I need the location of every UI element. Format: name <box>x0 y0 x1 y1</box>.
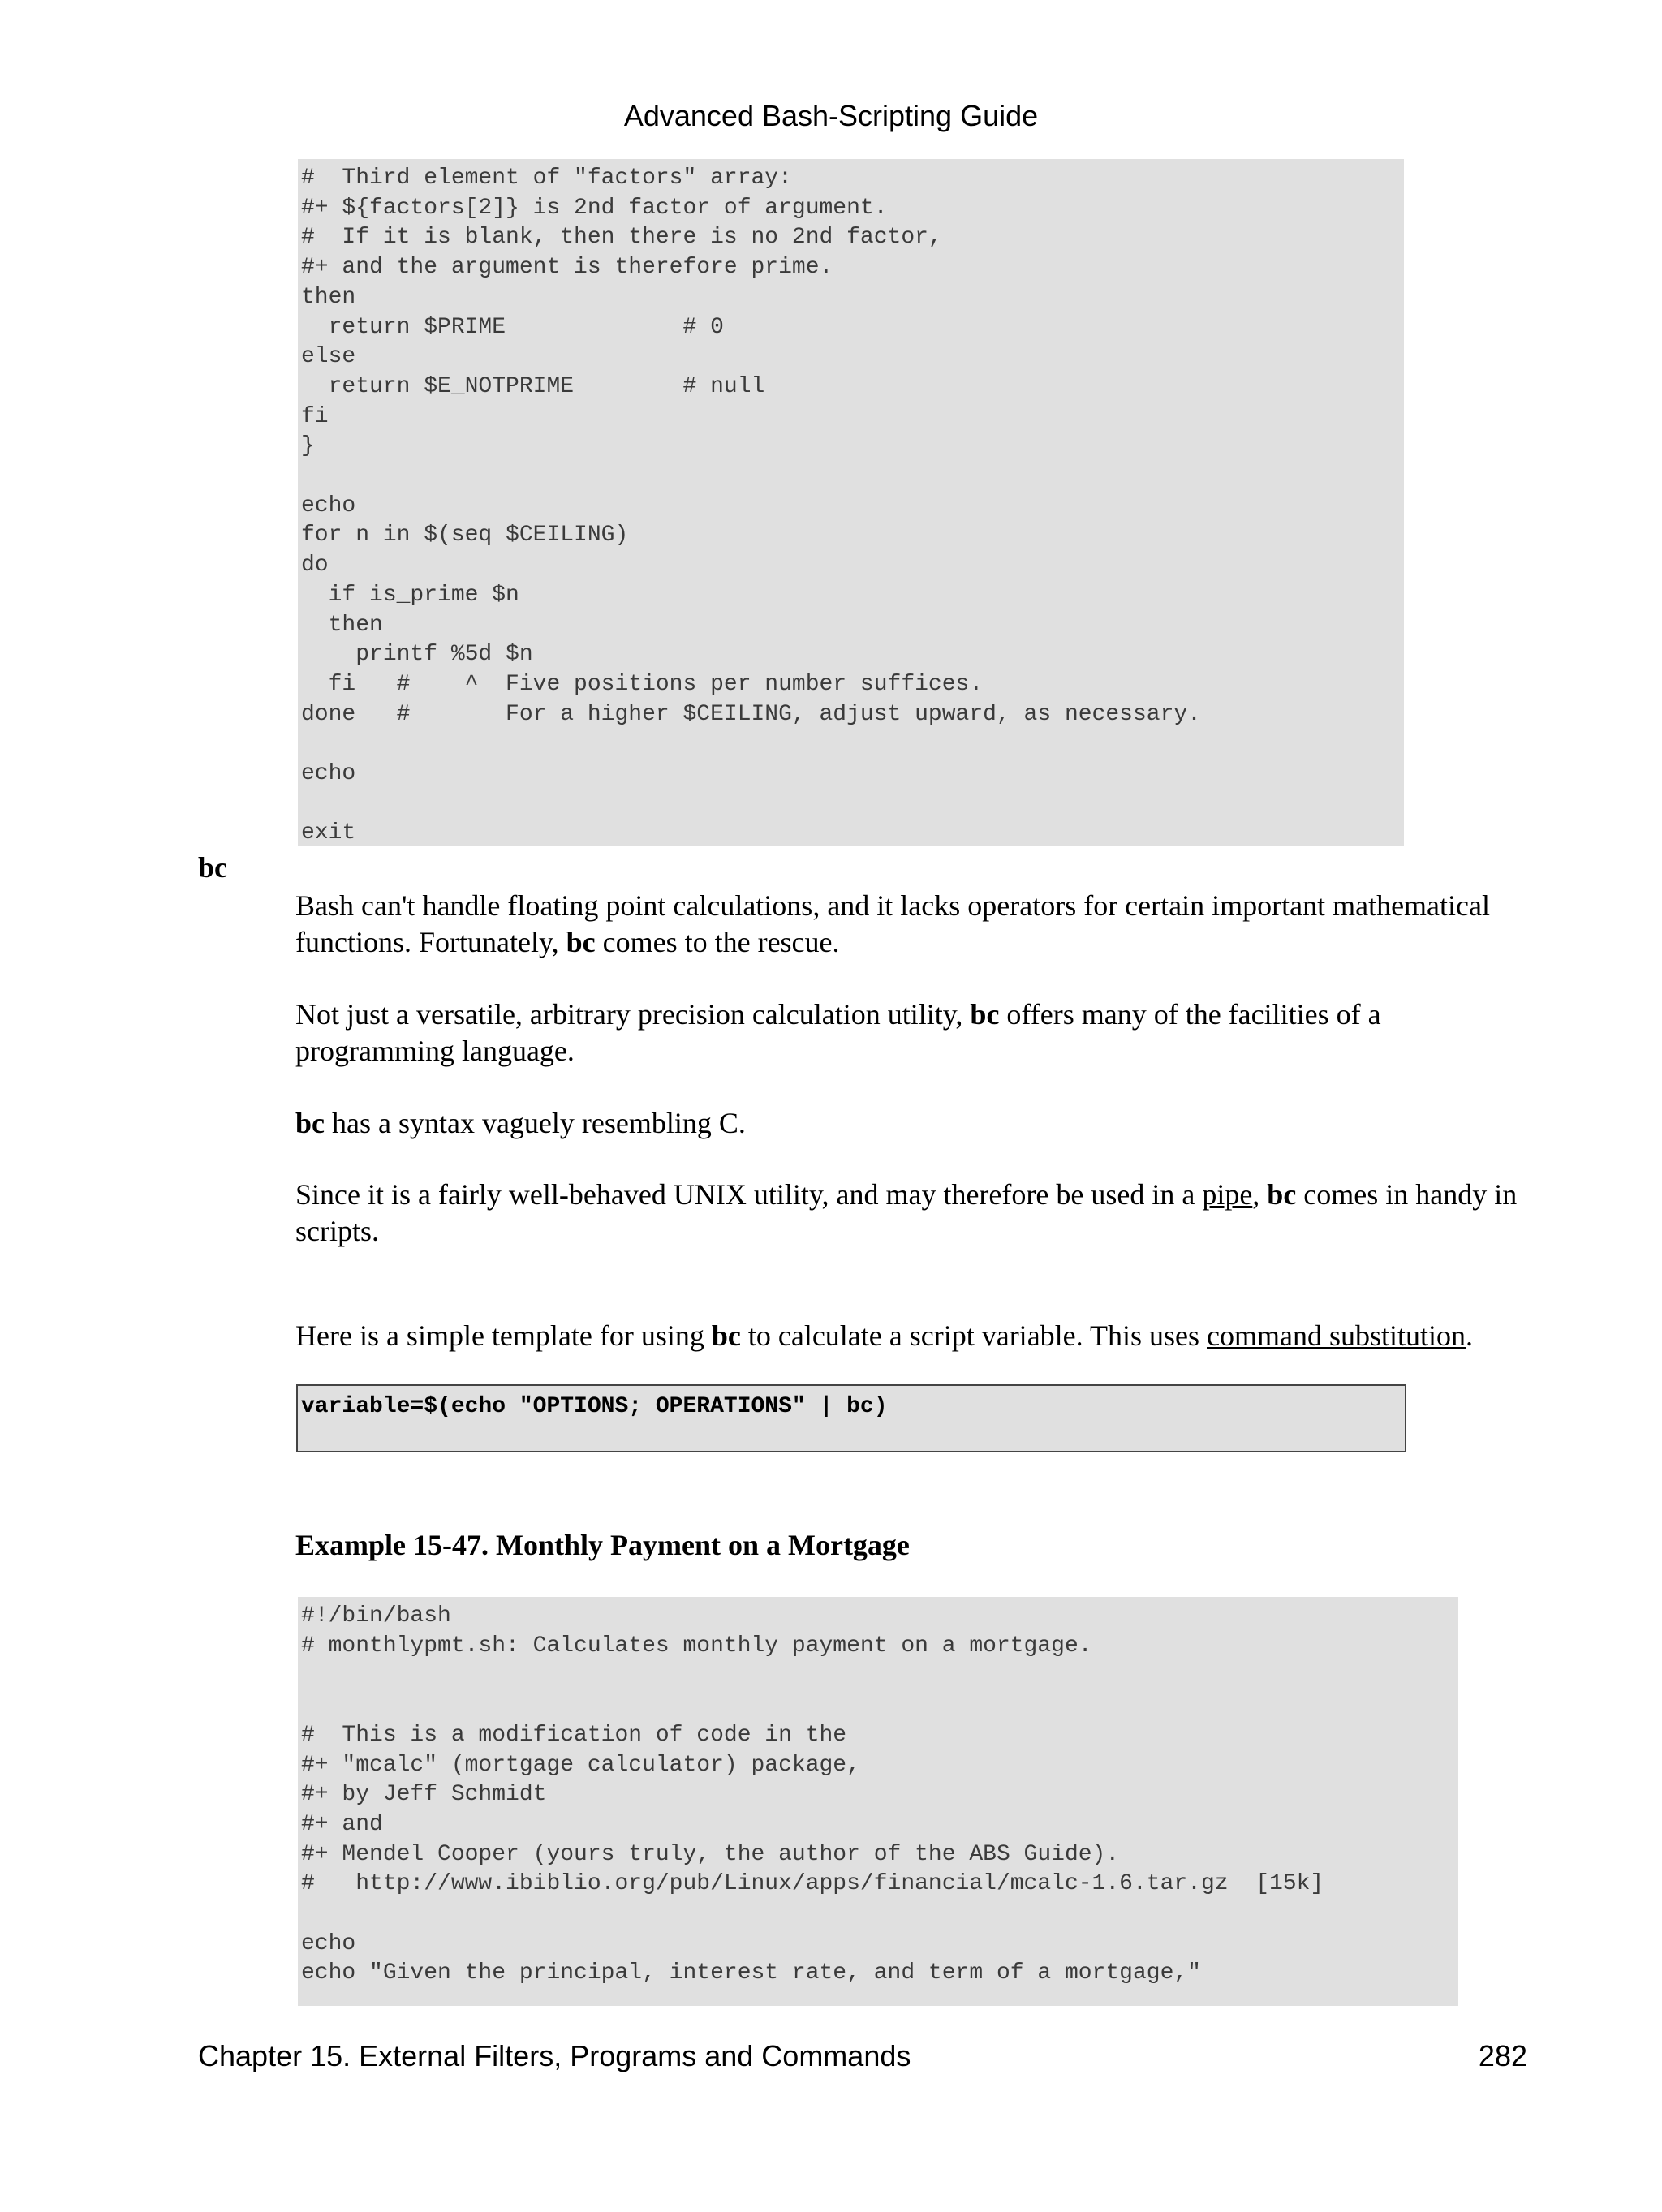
bold-term: bc <box>566 926 596 958</box>
text-run: has a syntax vaguely resembling C. <box>325 1107 746 1139</box>
code-block-monthlypmt: #!/bin/bash # monthlypmt.sh: Calculates monthly payment on a mortgage. # This is a modification of code in the #+ "mcalc" (mortgage calculator) package, #+ by Jeff Schmidt #+ and #+ Mendel Cooper (yours truly, the author of the ABS Guide). # http://www.ibiblio.org/pub/Linux/apps/financial/mcalc-1.6.tar.gz [15k] echo echo "Given the principal, interest rate, and term of a mortgage," <box>298 1597 1458 2006</box>
command-substitution-link[interactable]: command substitution <box>1207 1319 1466 1352</box>
paragraph-bc-versatile <box>295 996 1537 1069</box>
text-run: . <box>1466 1319 1473 1352</box>
paragraph-bc-intro <box>295 888 1537 961</box>
text-run: Not just a versatile, arbitrary precision calculation utility, <box>295 998 971 1031</box>
bold-term: bc <box>970 998 1000 1031</box>
text-run: Since it is a fairly well-behaved UNIX utility, and may therefore be used in a <box>295 1178 1203 1211</box>
running-header: Advanced Bash-Scripting Guide <box>623 99 1039 132</box>
paragraph-bc-syntax <box>295 1105 1537 1142</box>
text-run: comes to the rescue. <box>595 926 840 958</box>
bold-term: bc <box>295 1107 325 1139</box>
bold-term: bc <box>711 1319 741 1352</box>
text-run: comes in handy in scripts. <box>295 1178 1518 1247</box>
code-block-is-prime: # Third element of "factors" array: #+ ${factors[2]} is 2nd factor of argument. # If it is blank, then there is no 2nd factor, #+ and the argument is therefore prime. then return $PRIME # 0 else return $E_NOTPRIME # null fi } echo for n in $(seq $CEILING) do if is_prime $n then printf %5d $n fi # ^ Five positions per number suffices. done # For a higher $CEILING, adjust upward, as necessary. echo exit <box>298 159 1404 846</box>
text-run: Bash can't handle floating point calculations, and it lacks operators for certain important mathematical functions. Fortunately, <box>295 889 1490 958</box>
example-title: Example 15-47. Monthly Payment on a Mortgage <box>295 1529 910 1561</box>
pipe-link[interactable]: pipe <box>1202 1178 1253 1211</box>
footer-chapter: Chapter 15. External Filters, Programs and Commands <box>198 2039 911 2072</box>
paragraph-bc-template <box>295 1318 1537 1354</box>
bold-term: bc <box>1267 1178 1297 1211</box>
term-bc: bc <box>198 851 227 884</box>
code-block-bc-template: variable=$(echo "OPTIONS; OPERATIONS" | bc) <box>296 1384 1406 1452</box>
footer-page-number: 282 <box>1478 2039 1527 2072</box>
text-run: , <box>1252 1178 1268 1211</box>
text-run: offers many of the facilities of a programming language. <box>295 998 1381 1067</box>
text-run: to calculate a script variable. This uses <box>740 1319 1207 1352</box>
paragraph-bc-pipe <box>295 1177 1537 1250</box>
text-run: Here is a simple template for using <box>295 1319 712 1352</box>
